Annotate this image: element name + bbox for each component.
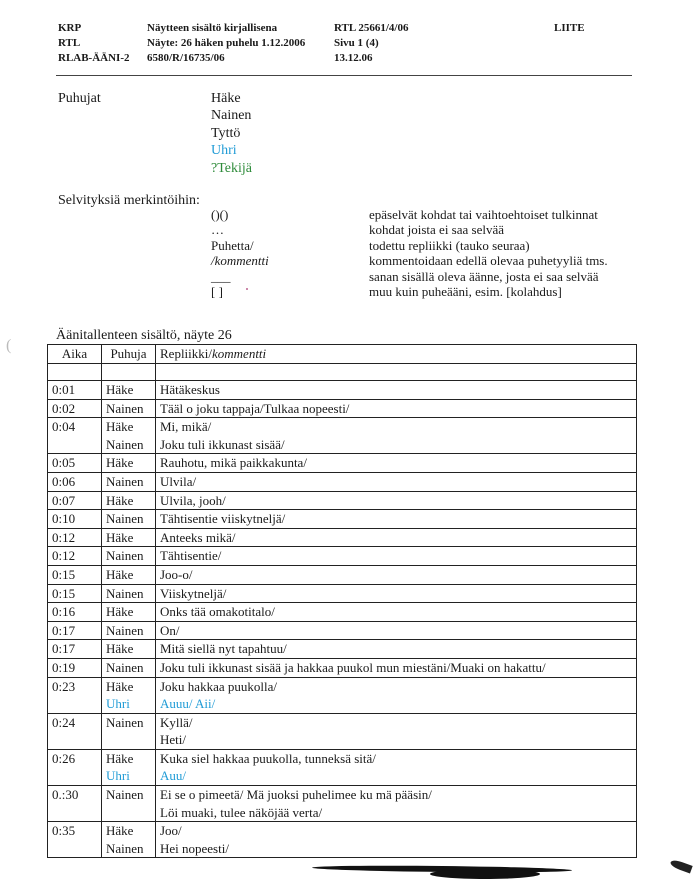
time-cell: 0:26	[48, 749, 102, 785]
line-text: Rauhotu, mikä paikkakunta/	[160, 455, 307, 471]
notation-description: todettu repliikki (tauko seuraa)	[369, 237, 530, 253]
notation-symbol: ___	[211, 268, 231, 284]
notation-label: Selvityksiä merkintöihin:	[58, 193, 200, 208]
header-date: 13.12.06	[334, 52, 373, 64]
table-row	[48, 418, 637, 454]
speaker-cell	[102, 418, 156, 454]
line-cell	[156, 603, 637, 622]
speaker-item: Uhri	[211, 143, 237, 159]
speaker-cell	[102, 399, 156, 418]
line-text: Löi muaki, tulee näköjää verta/	[160, 804, 323, 820]
speaker-cell	[102, 547, 156, 566]
speaker-name: Nainen	[106, 473, 144, 489]
table-row	[48, 472, 637, 491]
table-header-row	[48, 345, 637, 364]
line-cell	[156, 640, 637, 659]
speaker-name: Nainen	[106, 787, 144, 803]
speaker-name: Nainen	[106, 548, 144, 564]
notation-symbol: [ ]	[211, 283, 223, 299]
line-text: Anteeks mikä/	[160, 529, 236, 545]
speaker-name: Nainen	[106, 436, 144, 452]
speaker-name: Häke	[106, 419, 134, 435]
speaker-name: Häke	[106, 604, 134, 620]
line-text: Joo-o/	[160, 566, 193, 582]
line-text: Ulvila/	[160, 473, 197, 489]
speaker-name: Nainen	[106, 840, 144, 856]
line-text: Mitä siellä nyt tapahtuu/	[160, 641, 287, 657]
speaker-name: Nainen	[106, 622, 144, 638]
speaker-name: Häke	[106, 641, 134, 657]
table-row	[48, 399, 637, 418]
line-cell	[156, 399, 637, 418]
header-comment-label: kommentti	[212, 346, 267, 361]
notation-symbol: /kommentti	[211, 253, 269, 269]
line-text: Ulvila, jooh/	[160, 492, 226, 508]
line-cell	[156, 822, 637, 858]
line-cell	[156, 510, 637, 529]
speaker-cell	[102, 603, 156, 622]
line-cell	[156, 491, 637, 510]
notation-description: kohdat joista ei saa selvää	[369, 222, 505, 238]
table-row	[48, 547, 637, 566]
line-text: Joku tuli ikkunast sisää ja hakkaa puukol mun miestäni/Muaki on hakattu/	[160, 659, 546, 675]
speaker-cell	[102, 381, 156, 400]
line-cell	[156, 713, 637, 749]
line-cell	[156, 472, 637, 491]
speaker-name: Nainen	[106, 585, 144, 601]
speaker-name: Nainen	[106, 511, 144, 527]
speaker-cell	[102, 510, 156, 529]
notation-symbols	[211, 207, 269, 299]
header-agency-2: RTL	[58, 37, 81, 49]
line-text: Tähtisentie viiskytneljä/	[160, 511, 286, 527]
line-cell	[156, 749, 637, 785]
table-row	[48, 603, 637, 622]
time-cell: 0:19	[48, 658, 102, 677]
table-row	[48, 749, 637, 785]
line-text: Joku tuli ikkunast sisää/	[160, 436, 285, 452]
speaker-name: Häke	[106, 382, 134, 397]
notation-symbol: ()()	[211, 207, 229, 222]
speaker-name: Häke	[106, 566, 134, 582]
table-row	[48, 584, 637, 603]
table-row	[48, 658, 637, 677]
header-agency-1: KRP	[58, 22, 82, 34]
speaker-cell	[102, 584, 156, 603]
header-page-number: Sivu 1 (4)	[334, 37, 379, 49]
blank-cell	[48, 364, 102, 381]
speaker-name: Häke	[106, 678, 134, 694]
speaker-cell	[102, 786, 156, 822]
time-cell: 0:06	[48, 472, 102, 491]
speaker-cell	[102, 713, 156, 749]
line-text: On/	[160, 622, 180, 638]
speaker-name	[106, 804, 155, 822]
table-row	[48, 454, 637, 473]
time-cell: 0:01	[48, 381, 102, 400]
header-sample-title: Näytteen sisältö kirjallisena	[147, 22, 278, 34]
speaker-name: Häke	[106, 750, 134, 766]
time-cell: 0:02	[48, 399, 102, 418]
table-row	[48, 713, 637, 749]
line-text: Onks tää omakotitalo/	[160, 604, 275, 620]
header-line	[156, 345, 637, 364]
line-text: Viiskytneljä/	[160, 585, 227, 601]
line-cell	[156, 528, 637, 547]
time-cell: 0:16	[48, 603, 102, 622]
speaker-cell	[102, 454, 156, 473]
scan-smudge	[430, 869, 540, 879]
header-case-number: 6580/R/16735/06	[147, 52, 225, 64]
speaker-cell	[102, 565, 156, 584]
speaker-name: Nainen	[106, 659, 144, 675]
time-cell: 0:24	[48, 713, 102, 749]
table-row	[48, 528, 637, 547]
speaker-name: Nainen	[106, 400, 144, 416]
line-text: Kyllä/	[160, 714, 193, 730]
line-cell	[156, 565, 637, 584]
header-sample-id: Näyte: 26 häken puhelu 1.12.2006	[147, 37, 306, 49]
line-text: Heti/	[160, 732, 186, 748]
header-rule	[56, 75, 632, 76]
blank-cell	[102, 364, 156, 381]
line-text: Ei se o pimeetä/ Mä juoksi puhelimee ku mä pääsin/	[160, 787, 432, 803]
notation-description: muu kuin puheääni, esim. [kolahdus]	[369, 283, 562, 299]
table-row	[48, 677, 637, 713]
table-blank-row	[48, 364, 637, 381]
line-text: Hätäkeskus	[160, 382, 220, 397]
speaker-name: Nainen	[106, 714, 144, 730]
speaker-name: Häke	[106, 529, 134, 545]
header-speaker: Puhuja	[102, 345, 156, 364]
speaker-name: Uhri	[106, 696, 130, 712]
speaker-cell	[102, 658, 156, 677]
table-row	[48, 640, 637, 659]
time-cell: 0:15	[48, 584, 102, 603]
speaker-cell	[102, 822, 156, 858]
line-text: Mi, mikä/	[160, 419, 212, 435]
scan-speck	[246, 288, 248, 290]
table-row	[48, 822, 637, 858]
line-cell	[156, 584, 637, 603]
header-time: Aika	[48, 345, 102, 364]
header-col-agency	[58, 21, 130, 66]
notation-description: epäselvät kohdat tai vaihtoehtoiset tulkinnat	[369, 207, 598, 222]
time-cell: 0:07	[48, 491, 102, 510]
table-row	[48, 565, 637, 584]
line-cell	[156, 658, 637, 677]
blank-cell	[156, 364, 637, 381]
line-cell	[156, 454, 637, 473]
table-row	[48, 786, 637, 822]
header-ref-number: RTL 25661/4/06	[334, 22, 409, 34]
speaker-item: Häke	[211, 91, 241, 106]
line-cell	[156, 677, 637, 713]
speaker-name	[106, 731, 155, 749]
table-caption: Äänitallenteen sisältö, näyte 26	[56, 328, 232, 343]
notation-symbol: Puhetta/	[211, 237, 254, 253]
speaker-cell	[102, 677, 156, 713]
time-cell: 0:10	[48, 510, 102, 529]
line-text: Hei nopeesti/	[160, 840, 229, 856]
speaker-item: Tyttö	[211, 125, 241, 141]
speaker-cell	[102, 528, 156, 547]
line-text: Tähtisentie/	[160, 548, 222, 564]
time-cell: 0.:30	[48, 786, 102, 822]
table-row	[48, 381, 637, 400]
scan-smudge	[669, 858, 692, 873]
speaker-cell	[102, 621, 156, 640]
notation-symbol: …	[211, 222, 224, 238]
line-text: Joo/	[160, 823, 182, 839]
line-text: Auuu/ Aii/	[160, 696, 216, 712]
header-line-label: Repliikki/	[160, 346, 212, 361]
speaker-cell	[102, 640, 156, 659]
speaker-cell	[102, 472, 156, 491]
scan-mark: (	[6, 337, 12, 354]
line-cell	[156, 381, 637, 400]
line-text: Tääl o joku tappaja/Tulkaa nopeesti/	[160, 400, 350, 416]
time-cell: 0:15	[48, 565, 102, 584]
speaker-cell	[102, 491, 156, 510]
speaker-name: Uhri	[106, 768, 130, 784]
time-cell: 0:04	[48, 418, 102, 454]
header-col-sample	[147, 21, 305, 66]
time-cell: 0:17	[48, 621, 102, 640]
line-text: Auu/	[160, 768, 186, 784]
line-cell	[156, 418, 637, 454]
speaker-item: ?Tekijä	[211, 160, 252, 176]
table-row	[48, 621, 637, 640]
notation-description: sanan sisällä oleva äänne, josta ei saa selvää	[369, 268, 599, 284]
time-cell: 0:35	[48, 822, 102, 858]
transcript-table	[47, 344, 637, 858]
speaker-cell	[102, 749, 156, 785]
line-text: Kuka siel hakkaa puukolla, tunneksä sitä/	[160, 750, 376, 766]
notation-descriptions	[369, 207, 608, 299]
time-cell: 0:12	[48, 528, 102, 547]
time-cell: 0:17	[48, 640, 102, 659]
speaker-name: Häke	[106, 492, 134, 508]
time-cell: 0:23	[48, 677, 102, 713]
speaker-name: Häke	[106, 455, 134, 471]
speaker-name: Häke	[106, 823, 134, 839]
line-text: Joku hakkaa puukolla/	[160, 678, 277, 694]
line-cell	[156, 547, 637, 566]
table-row	[48, 510, 637, 529]
header-agency-3: RLAB-ÄÄNI-2	[58, 52, 130, 64]
speaker-item: Nainen	[211, 108, 252, 124]
header-attachment-label: LIITE	[554, 22, 585, 34]
header-col-reference	[334, 21, 409, 66]
table-row	[48, 491, 637, 510]
notation-description: kommentoidaan edellä olevaa puhetyyliä tms.	[369, 253, 608, 269]
line-cell	[156, 621, 637, 640]
speakers-label: Puhujat	[58, 91, 101, 106]
time-cell: 0:05	[48, 454, 102, 473]
line-cell	[156, 786, 637, 822]
speakers-list	[211, 90, 252, 177]
time-cell: 0:12	[48, 547, 102, 566]
